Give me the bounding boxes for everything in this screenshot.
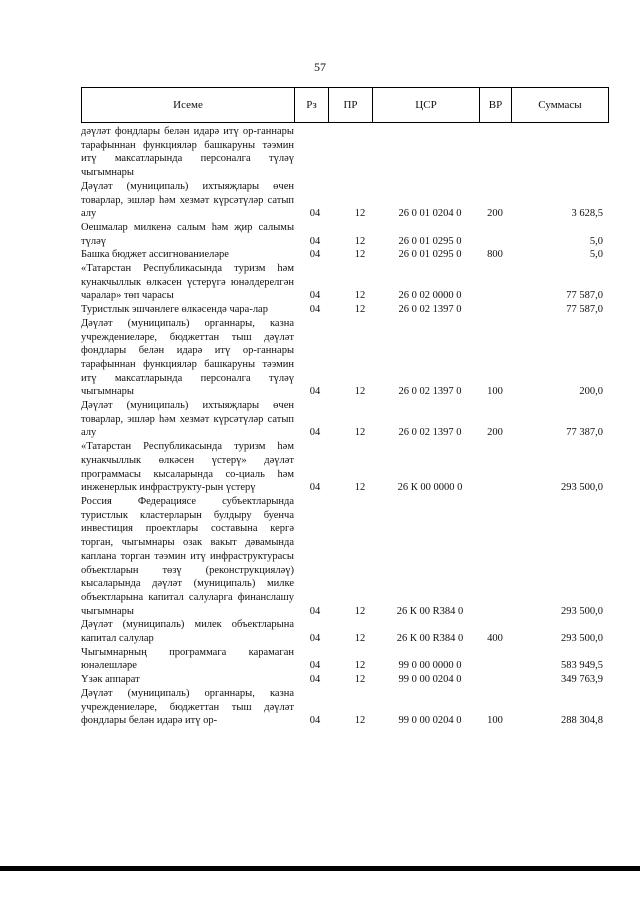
cell-csr: 26 К 00 R384 0 — [396, 605, 464, 617]
cell-sum: 293 500,0 — [561, 633, 603, 645]
cell-name: Дәүләт (муниципаль) органнары, казна учреждениеләре, бюджеттан тыш дәүләт фондлары белән идарә итү ор-ганнары тарафыннан функцияләр башкаруны тәэмин итү максатларында персоналга түләү чыгымнары — [81, 317, 294, 398]
cell-vr: 400 — [487, 633, 503, 645]
cell-pr: 12 — [354, 304, 366, 316]
table-row — [81, 673, 609, 687]
cell-sum: 293 500,0 — [561, 482, 603, 494]
cell-name: Дәүләт (муниципаль) органнары, казна учреждениеләре, бюджеттан тыш дәүләт фондлары белән идарә итү ор- — [81, 687, 294, 727]
cell-sum: 3 628,5 — [571, 208, 603, 220]
cell-rz: 04 — [309, 386, 321, 398]
cell-rz: 04 — [309, 482, 321, 494]
header-pr: ПР — [329, 88, 373, 122]
cell-sum: 583 949,5 — [561, 660, 603, 672]
cell-csr: 26 0 01 0295 0 — [398, 249, 462, 261]
cell-pr: 12 — [354, 660, 366, 672]
cell-pr: 12 — [354, 208, 366, 220]
cell-pr: 12 — [354, 427, 366, 439]
cell-csr: 99 0 00 0000 0 — [398, 660, 462, 672]
cell-sum: 288 304,8 — [561, 715, 603, 727]
cell-csr: 99 0 00 0204 0 — [398, 674, 462, 686]
cell-csr: 26 0 02 1397 0 — [398, 386, 462, 398]
cell-rz: 04 — [309, 427, 321, 439]
cell-csr: 26 0 02 1397 0 — [398, 304, 462, 316]
page-bottom-border — [0, 866, 640, 871]
cell-rz: 04 — [309, 208, 321, 220]
cell-pr: 12 — [354, 235, 366, 247]
page-number: 57 — [314, 60, 326, 74]
table-row — [81, 399, 609, 440]
cell-rz: 04 — [309, 674, 321, 686]
table-row — [81, 180, 609, 221]
cell-vr: 200 — [487, 427, 503, 439]
cell-csr: 26 0 01 0295 0 — [398, 235, 462, 247]
cell-sum: 77 387,0 — [566, 427, 603, 439]
cell-sum: 349 763,9 — [561, 674, 603, 686]
table-row — [81, 125, 609, 180]
cell-pr: 12 — [354, 715, 366, 727]
header-name: Исеме — [82, 88, 295, 122]
cell-rz: 04 — [309, 304, 321, 316]
cell-name: Үзәк аппарат — [81, 674, 140, 686]
header-sum: Суммасы — [538, 99, 582, 111]
cell-pr: 12 — [354, 290, 366, 302]
cell-pr: 12 — [354, 386, 366, 398]
table-row — [81, 618, 609, 645]
table-body — [81, 125, 609, 728]
header-rz: Рз — [295, 88, 329, 122]
cell-sum: 200,0 — [579, 386, 603, 398]
cell-rz: 04 — [309, 715, 321, 727]
cell-pr: 12 — [354, 674, 366, 686]
cell-rz: 04 — [309, 605, 321, 617]
table-row — [81, 221, 609, 248]
cell-sum: 77 587,0 — [566, 290, 603, 302]
table-header — [81, 87, 609, 123]
cell-pr: 12 — [354, 249, 366, 261]
cell-csr: 26 0 02 1397 0 — [398, 427, 462, 439]
cell-csr: 26 0 02 0000 0 — [398, 290, 462, 302]
cell-name: Чыгымнарның программага карамаган юнәлешләре — [81, 646, 294, 672]
table-row — [81, 248, 609, 262]
cell-sum: 5,0 — [589, 235, 603, 247]
cell-name: «Татарстан Республикасында туризм һәм кунакчыллык өлкәсен үстерү» дәүләт программасы кысаларында со-циаль һәм инженерлык инфраструкту-рын үстерү — [81, 441, 294, 494]
cell-pr: 12 — [354, 633, 366, 645]
cell-sum: 77 587,0 — [566, 304, 603, 316]
cell-vr: 800 — [487, 249, 503, 261]
cell-vr: 100 — [487, 715, 503, 727]
cell-pr: 12 — [354, 482, 366, 494]
cell-name: Дәүләт (муниципаль) ихтыяҗлары өчен товарлар, эшләр һәм хезмәт күрсәтүләр сатып алу — [81, 400, 294, 439]
cell-pr: 12 — [354, 605, 366, 617]
cell-sum: 293 500,0 — [561, 605, 603, 617]
table-row — [81, 317, 609, 399]
cell-name: Россия Федерациясе субъектларында туристлык кластерларын булдыру буенча инвестиция проектлары составына кергә торган, чыгымнары озак вакыт дәвамында каплана торган тәэмин итү инфраструктурасы объектларын төзү (реконструкцияләү) кысаларында дәүләт (муниципаль) милке объектларына капитал салуларга финанслашу чыгымнары — [81, 495, 294, 617]
cell-name: Оешмалар милкенә салым һәм җир салымы түләү — [81, 221, 294, 247]
table-row — [81, 303, 609, 317]
cell-vr: 100 — [487, 386, 503, 398]
cell-csr: 26 0 01 0204 0 — [398, 208, 462, 220]
table-row — [81, 440, 609, 495]
table-row — [81, 495, 609, 618]
cell-name: «Татарстан Республикасында туризм һәм кунакчыллык өлкәсен үстерүгә юнәлдерелгән чаралар» төп чарасы — [81, 263, 294, 302]
header-vr: ВР — [480, 88, 512, 122]
cell-name: Дәүләт (муниципаль) милек объектларына капитал салулар — [81, 619, 294, 645]
table-row — [81, 646, 609, 673]
table-row — [81, 687, 609, 728]
cell-vr: 200 — [487, 208, 503, 220]
cell-rz: 04 — [309, 660, 321, 672]
header-csr: ЦСР — [373, 88, 480, 122]
cell-name: Туристлык эшчәнлеге өлкәсендә чара-лар — [81, 304, 268, 316]
table-row — [81, 262, 609, 303]
cell-name: Башка бюджет ассигнованиеләре — [81, 249, 229, 261]
cell-rz: 04 — [309, 249, 321, 261]
cell-csr: 99 0 00 0204 0 — [398, 715, 462, 727]
cell-name: дәүләт фондлары белән идарә итү ор-ганнары тарафыннан функцияләр башкаруны тәэмин итү максатларында персоналга түләү чыгымнары — [81, 126, 294, 179]
cell-name: Дәүләт (муниципаль) ихтыяҗлары өчен товарлар, эшләр һәм хезмәт күрсәтүләр сатып алу — [81, 180, 294, 220]
cell-sum: 5,0 — [589, 249, 603, 261]
cell-csr: 26 К 00 0000 0 — [397, 482, 463, 494]
cell-rz: 04 — [309, 290, 321, 302]
cell-rz: 04 — [309, 235, 321, 247]
cell-rz: 04 — [309, 633, 321, 645]
cell-csr: 26 К 00 R384 0 — [396, 633, 464, 645]
